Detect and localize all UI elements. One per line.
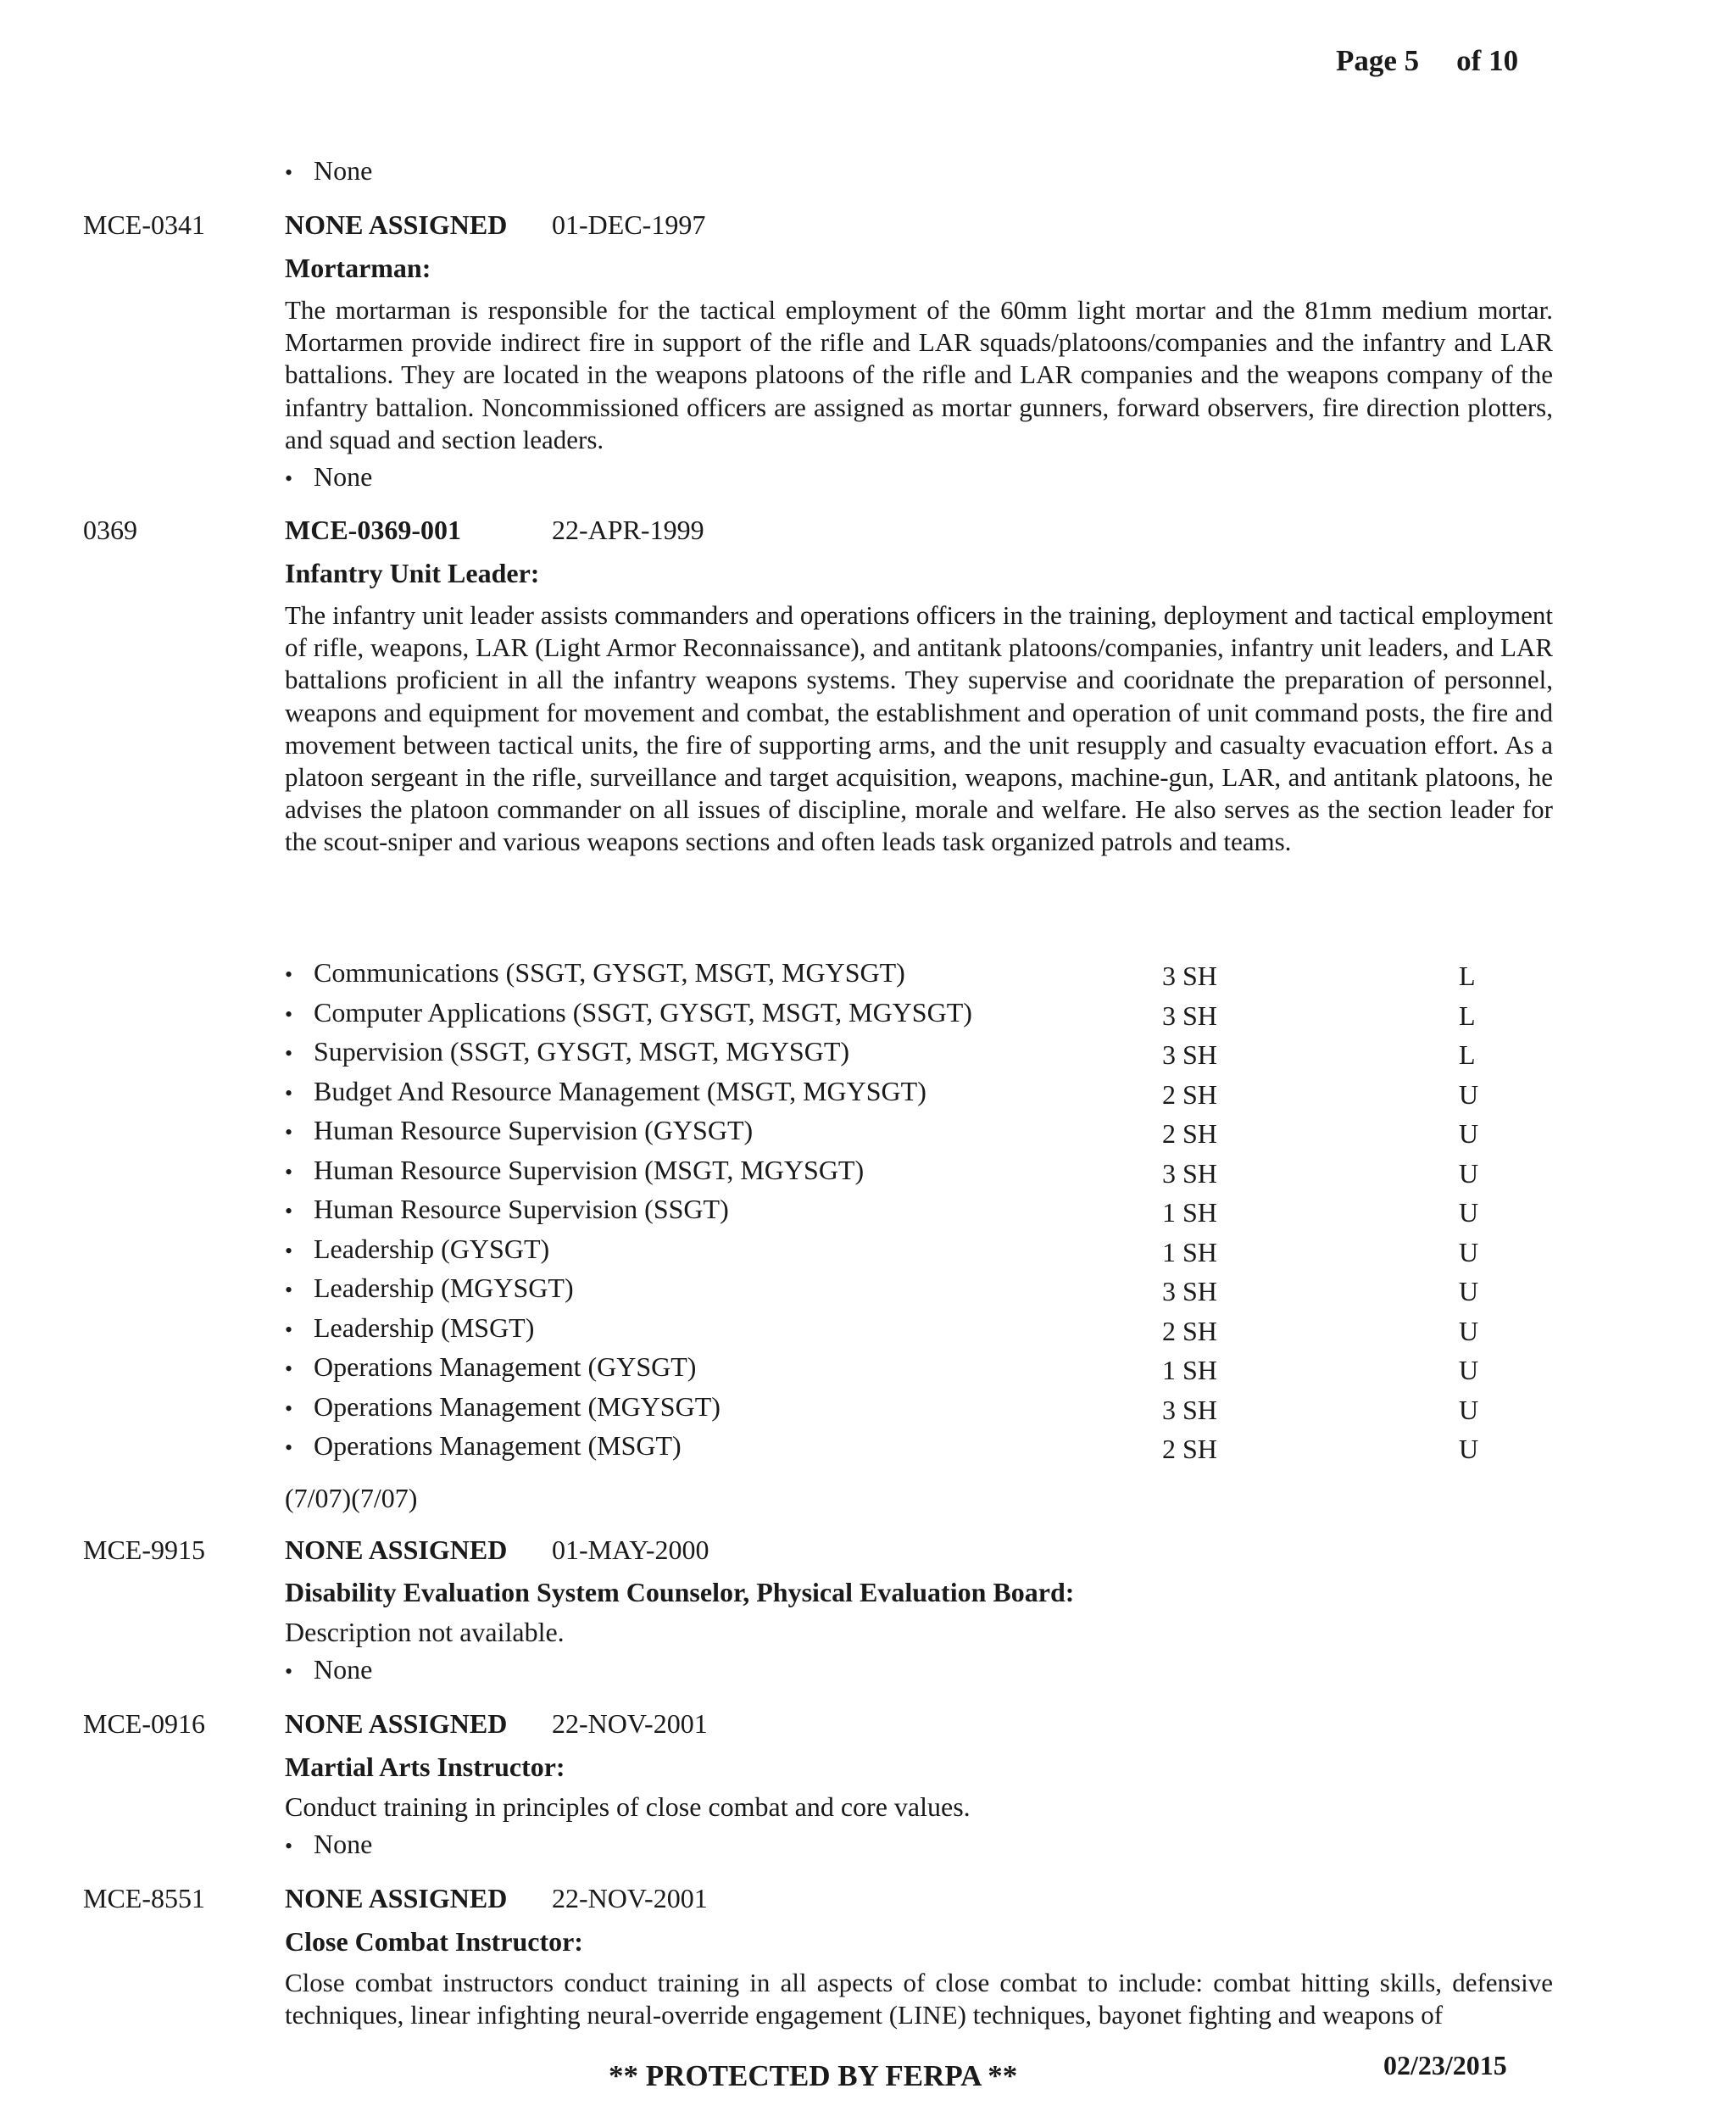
credit-level: U	[1459, 1355, 1479, 1385]
credit-hours: 3 SH	[1162, 1158, 1217, 1189]
credit-row	[285, 1154, 864, 1189]
credit-level: U	[1459, 1118, 1479, 1149]
bullet-icon: •	[285, 1317, 293, 1342]
credit-row	[285, 1390, 721, 1425]
list-item	[285, 460, 372, 495]
bullet-icon: •	[285, 1041, 293, 1066]
credit-level: U	[1459, 1395, 1479, 1425]
credit-hours: 1 SH	[1162, 1237, 1217, 1267]
entry-description: Close combat instructors conduct training in all aspects of close combat to include: combat hitting skills, defensive techniques, linear infighting neural-override engagement (LINE) techniques, bayonet fighting and weapons of	[285, 1968, 1553, 2030]
credit-row	[285, 1272, 574, 1306]
credit-row	[285, 1035, 849, 1070]
credit-level: U	[1459, 1158, 1479, 1189]
entry-description: Conduct training in principles of close combat and core values.	[285, 1791, 971, 1822]
credit-row	[285, 1351, 696, 1385]
credit-hours: 3 SH	[1162, 1276, 1217, 1306]
credit-course: Human Resource Supervision (GYSGT)	[314, 1115, 754, 1145]
credit-hours: 3 SH	[1162, 961, 1217, 991]
credit-row	[285, 956, 905, 991]
credit-course: Operations Management (MGYSGT)	[314, 1391, 721, 1422]
credit-course: Leadership (MSGT)	[314, 1312, 535, 1343]
credit-level: U	[1459, 1237, 1479, 1267]
page-of-label: of 10	[1456, 44, 1519, 77]
entry-id: NONE ASSIGNED	[285, 1708, 508, 1739]
credit-level: U	[1459, 1197, 1479, 1228]
entry-title: Infantry Unit Leader:	[285, 558, 540, 588]
credit-row	[285, 1114, 753, 1149]
bullet-icon: •	[285, 466, 293, 491]
credit-course: Operations Management (GYSGT)	[314, 1351, 697, 1382]
list-item-text: None	[314, 1654, 373, 1685]
bullet-icon: •	[285, 1396, 293, 1421]
list-item	[285, 154, 372, 189]
page-number	[1336, 44, 1518, 78]
credit-row	[285, 996, 972, 1031]
entry-id: NONE ASSIGNED	[285, 1883, 508, 1913]
credit-row	[285, 1429, 682, 1464]
list-item	[285, 1653, 372, 1688]
credit-hours: 1 SH	[1162, 1197, 1217, 1228]
bullet-icon: •	[285, 1239, 293, 1263]
credit-hours: 2 SH	[1162, 1316, 1217, 1346]
credit-course: Budget And Resource Management (MSGT, MGYSGT)	[314, 1076, 926, 1106]
entry-code: MCE-0341	[83, 209, 205, 240]
footer-date: 02/23/2015	[1383, 2050, 1507, 2080]
list-item-text: None	[314, 155, 373, 186]
credit-course: Leadership (MGYSGT)	[314, 1273, 574, 1303]
credit-hours: 2 SH	[1162, 1434, 1217, 1464]
credit-level: U	[1459, 1079, 1479, 1110]
credit-level: U	[1459, 1316, 1479, 1346]
entry-title: Disability Evaluation System Counselor, Physical Evaluation Board:	[285, 1577, 1075, 1607]
entry-description: Description not available.	[285, 1617, 565, 1647]
credit-hours: 3 SH	[1162, 1039, 1217, 1070]
credit-level: L	[1459, 1000, 1476, 1031]
bullet-icon: •	[285, 160, 293, 185]
entry-id: NONE ASSIGNED	[285, 209, 508, 240]
entry-title: Close Combat Instructor:	[285, 1926, 583, 1957]
list-item	[285, 1828, 372, 1863]
credit-row	[285, 1193, 729, 1228]
entry-date: 01-DEC-1997	[552, 209, 706, 240]
credit-hours: 1 SH	[1162, 1355, 1217, 1385]
bullet-icon: •	[285, 1435, 293, 1460]
entry-title: Mortarman:	[285, 253, 431, 283]
entry-note: (7/07)(7/07)	[285, 1483, 418, 1513]
entry-code: MCE-0916	[83, 1708, 205, 1739]
credit-course: Computer Applications (SSGT, GYSGT, MSGT, MGYSGT)	[314, 997, 972, 1028]
entry-date: 22-NOV-2001	[552, 1883, 708, 1913]
credit-level: L	[1459, 1039, 1476, 1070]
bullet-icon: •	[285, 1659, 293, 1684]
entry-date: 22-APR-1999	[552, 515, 704, 545]
entry-date: 22-NOV-2001	[552, 1708, 708, 1739]
entry-code: 0369	[83, 515, 137, 545]
credit-course: Supervision (SSGT, GYSGT, MSGT, MGYSGT)	[314, 1036, 850, 1067]
entry-id: NONE ASSIGNED	[285, 1534, 508, 1565]
bullet-icon: •	[285, 1199, 293, 1223]
entry-title: Martial Arts Instructor:	[285, 1752, 565, 1782]
credit-hours: 2 SH	[1162, 1118, 1217, 1149]
bullet-icon: •	[285, 962, 293, 987]
bullet-icon: •	[285, 1120, 293, 1145]
credit-level: U	[1459, 1434, 1479, 1464]
credit-level: L	[1459, 961, 1476, 991]
list-item-text: None	[314, 461, 373, 492]
bullet-icon: •	[285, 1834, 293, 1858]
bullet-icon: •	[285, 1278, 293, 1302]
credit-course: Operations Management (MSGT)	[314, 1430, 682, 1461]
credit-hours: 2 SH	[1162, 1079, 1217, 1110]
page-label: Page 5	[1336, 44, 1420, 77]
credit-row	[285, 1233, 549, 1267]
bullet-icon: •	[285, 1160, 293, 1184]
entry-id: MCE-0369-001	[285, 515, 461, 545]
credit-course: Leadership (GYSGT)	[314, 1234, 550, 1264]
credit-hours: 3 SH	[1162, 1000, 1217, 1031]
entry-date: 01-MAY-2000	[552, 1534, 709, 1565]
list-item-text: None	[314, 1829, 373, 1859]
credit-course: Communications (SSGT, GYSGT, MSGT, MGYSGT)	[314, 957, 905, 988]
credit-row	[285, 1312, 534, 1346]
bullet-icon: •	[285, 1356, 293, 1381]
credit-course: Human Resource Supervision (SSGT)	[314, 1194, 729, 1224]
entry-description: The mortarman is responsible for the tactical employment of the 60mm light mortar and the 81mm medium mortar. Mortarmen provide indirect fire in support of the rifle and LAR squads/platoons/companies and the infantry and LAR battalions. They are located in the weapons platoons of the rifle and LAR companies and the weapons company of the infantry battalion. Noncommissioned officers are assigned as mortar gunners, forward observers, fire direction plotters, and squad and section leaders.	[285, 295, 1553, 454]
credit-course: Human Resource Supervision (MSGT, MGYSGT)	[314, 1155, 865, 1185]
entry-code: MCE-8551	[83, 1883, 205, 1913]
entry-description: The infantry unit leader assists commanders and operations officers in the training, deployment and tactical employment of rifle, weapons, LAR (Light Armor Reconnaissance), and antitank platoons/companies, infantry unit leaders, and LAR battalions proficient in all the infantry weapons systems. They supervise and cooridnate the preparation of personnel, weapons and equipment for movement and combat, the establishment and operation of unit command posts, the fire and movement between tactical units, the fire of supporting arms, and the unit resupply and casualty evacuation effort. As a platoon sergeant in the rifle, surveillance and target acquisition, weapons, machine-gun, LAR, and antitank platoons, he advises the platoon commander on all issues of discipline, morale and welfare. He also serves as the section leader for the scout-sniper and various weapons sections and often leads task organized patrols and teams.	[285, 600, 1553, 857]
bullet-icon: •	[285, 1002, 293, 1027]
ferpa-notice: ** PROTECTED BY FERPA **	[609, 2059, 1018, 2092]
credit-level: U	[1459, 1276, 1479, 1306]
entry-code: MCE-9915	[83, 1534, 205, 1565]
credit-row	[285, 1075, 926, 1110]
credit-hours: 3 SH	[1162, 1395, 1217, 1425]
bullet-icon: •	[285, 1081, 293, 1106]
